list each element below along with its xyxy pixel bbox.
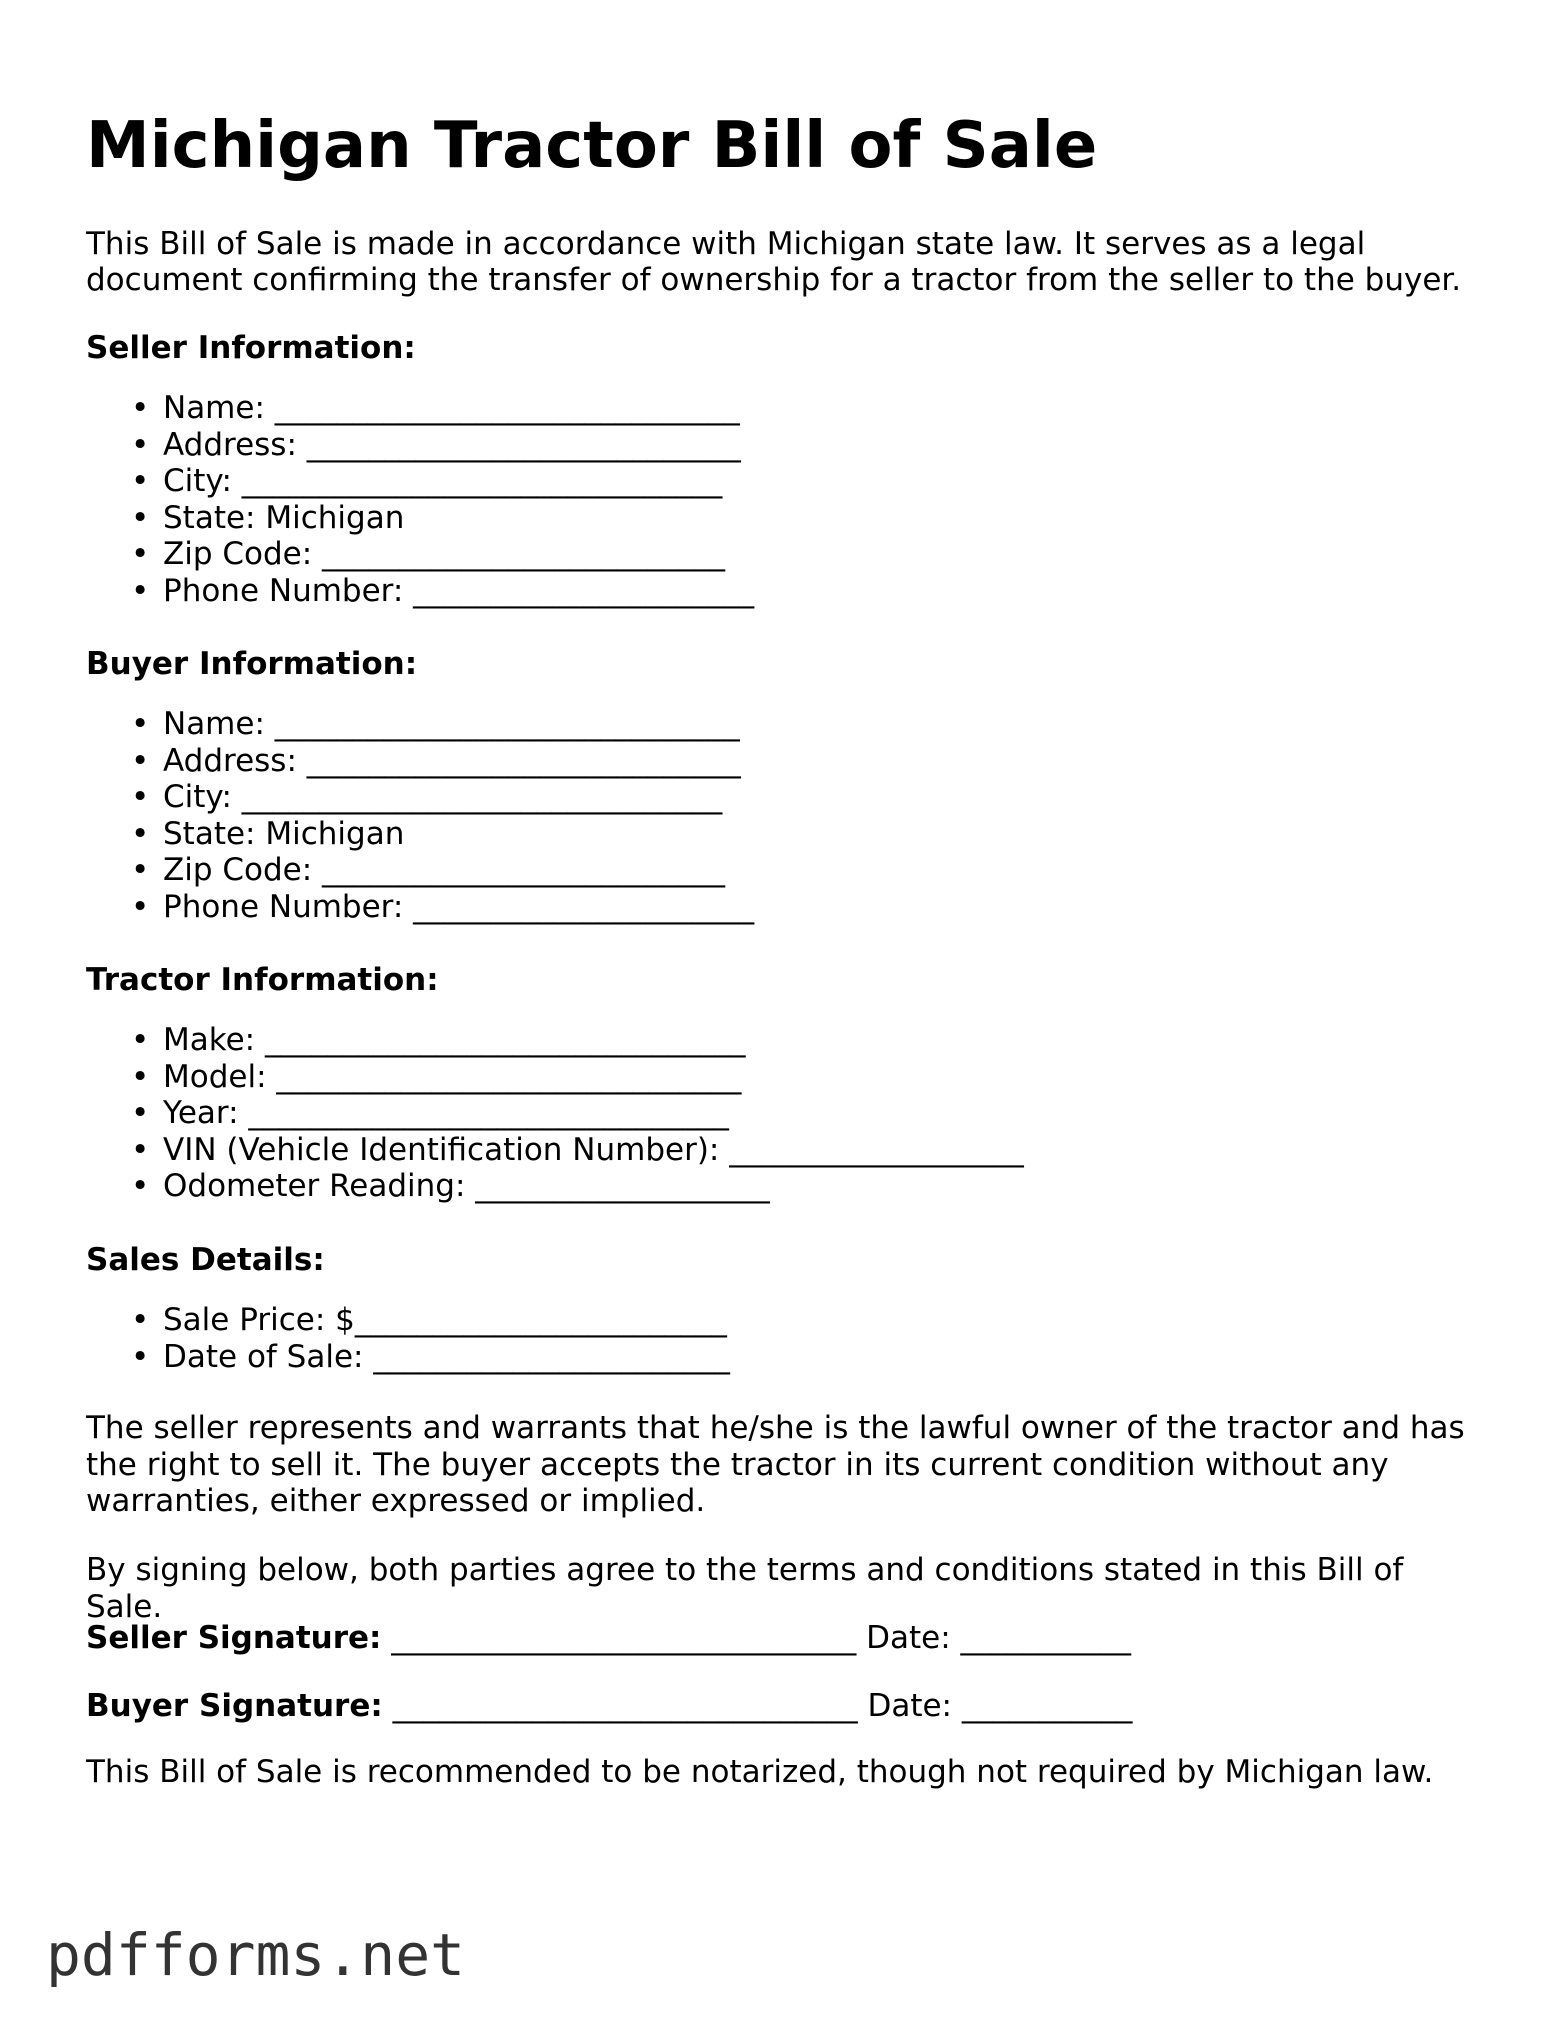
seller-field-list bbox=[86, 390, 1486, 609]
seller-zip-field: • Zip Code: __________________________ bbox=[131, 536, 726, 572]
seller-address-field: • Address: ____________________________ bbox=[131, 426, 741, 463]
seller-section bbox=[86, 330, 1486, 609]
agreement-paragraph: By signing below, both parties agree to the terms and conditions stated in this Bill of Sale. bbox=[86, 1552, 1404, 1625]
bullet-icon: • bbox=[131, 1131, 150, 1168]
buyer-address-field: • Address: ____________________________ bbox=[131, 742, 741, 779]
notarize-paragraph: This Bill of Sale is recommended to be notarized, though not required by Michigan law. bbox=[86, 1754, 1434, 1790]
bullet-icon: • bbox=[131, 742, 150, 779]
sale-price-field: • Sale Price: $________________________ bbox=[131, 1302, 727, 1338]
sales-heading: Sales Details: bbox=[86, 1242, 325, 1278]
seller-signature-blank: ______________________________ Date: ___________ bbox=[381, 1620, 1132, 1656]
buyer-phone-field: • Phone Number: ______________________ bbox=[131, 888, 755, 925]
buyer-city-field: • City: _______________________________ bbox=[131, 779, 723, 815]
buyer-signature-line bbox=[86, 1688, 1132, 1724]
tractor-heading: Tractor Information: bbox=[86, 962, 439, 998]
bullet-icon: • bbox=[131, 572, 150, 609]
tractor-make-field: • Make: _______________________________ bbox=[131, 1022, 746, 1058]
seller-signature-label: Seller Signature: bbox=[86, 1620, 382, 1656]
bullet-icon: • bbox=[131, 1095, 150, 1131]
sales-section bbox=[86, 1242, 1486, 1375]
seller-state-field: • State: Michigan bbox=[131, 499, 405, 536]
bullet-icon: • bbox=[131, 706, 150, 742]
date-of-sale-field: • Date of Sale: _______________________ bbox=[131, 1338, 730, 1375]
bullet-icon: • bbox=[131, 536, 150, 572]
buyer-section bbox=[86, 646, 1486, 925]
seller-signature-line bbox=[86, 1620, 1131, 1656]
buyer-signature-blank: ______________________________ Date: ___________ bbox=[382, 1688, 1133, 1724]
seller-heading: Seller Information: bbox=[86, 330, 416, 366]
seller-city-field: • City: _______________________________ bbox=[131, 463, 723, 499]
tractor-year-field: • Year: _______________________________ bbox=[131, 1095, 729, 1131]
bullet-icon: • bbox=[131, 779, 150, 815]
bullet-icon: • bbox=[131, 463, 150, 499]
warranty-paragraph: The seller represents and warrants that he/she is the lawful owner of the tractor and has the right to sell it. The buyer accepts the tractor in its current condition without any warranties, either expressed or implied. bbox=[86, 1410, 1465, 1519]
tractor-model-field: • Model: ______________________________ bbox=[131, 1058, 742, 1095]
bullet-icon: • bbox=[131, 852, 150, 888]
intro-paragraph: This Bill of Sale is made in accordance with Michigan state law. It serves as a legal document confirming the transfer of ownership for a tractor from the seller to the buyer. bbox=[86, 226, 1462, 298]
buyer-heading: Buyer Information: bbox=[86, 646, 418, 682]
seller-name-field: • Name: ______________________________ bbox=[131, 390, 740, 426]
bullet-icon: • bbox=[131, 1168, 150, 1204]
sales-field-list bbox=[86, 1302, 1486, 1375]
buyer-zip-field: • Zip Code: __________________________ bbox=[131, 852, 726, 888]
bullet-icon: • bbox=[131, 1058, 150, 1095]
bullet-icon: • bbox=[131, 499, 150, 536]
tractor-odometer-field: • Odometer Reading: ___________________ bbox=[131, 1168, 770, 1204]
seller-phone-field: • Phone Number: ______________________ bbox=[131, 572, 755, 609]
buyer-state-field: • State: Michigan bbox=[131, 815, 405, 852]
bullet-icon: • bbox=[131, 1022, 150, 1058]
bullet-icon: • bbox=[131, 426, 150, 463]
buyer-name-field: • Name: ______________________________ bbox=[131, 706, 740, 742]
bullet-icon: • bbox=[131, 815, 150, 852]
buyer-field-list bbox=[86, 706, 1486, 925]
buyer-signature-label: Buyer Signature: bbox=[86, 1688, 383, 1724]
bullet-icon: • bbox=[131, 888, 150, 925]
tractor-field-list bbox=[86, 1022, 1486, 1205]
tractor-section bbox=[86, 962, 1486, 1205]
bullet-icon: • bbox=[131, 1302, 150, 1338]
document-title: Michigan Tractor Bill of Sale bbox=[86, 109, 1098, 183]
bullet-icon: • bbox=[131, 390, 150, 426]
tractor-vin-field: • VIN (Vehicle Identification Number): ___________________ bbox=[131, 1131, 1024, 1168]
watermark-logo: pdfforms.net bbox=[46, 1921, 466, 1989]
bullet-icon: • bbox=[131, 1338, 150, 1375]
